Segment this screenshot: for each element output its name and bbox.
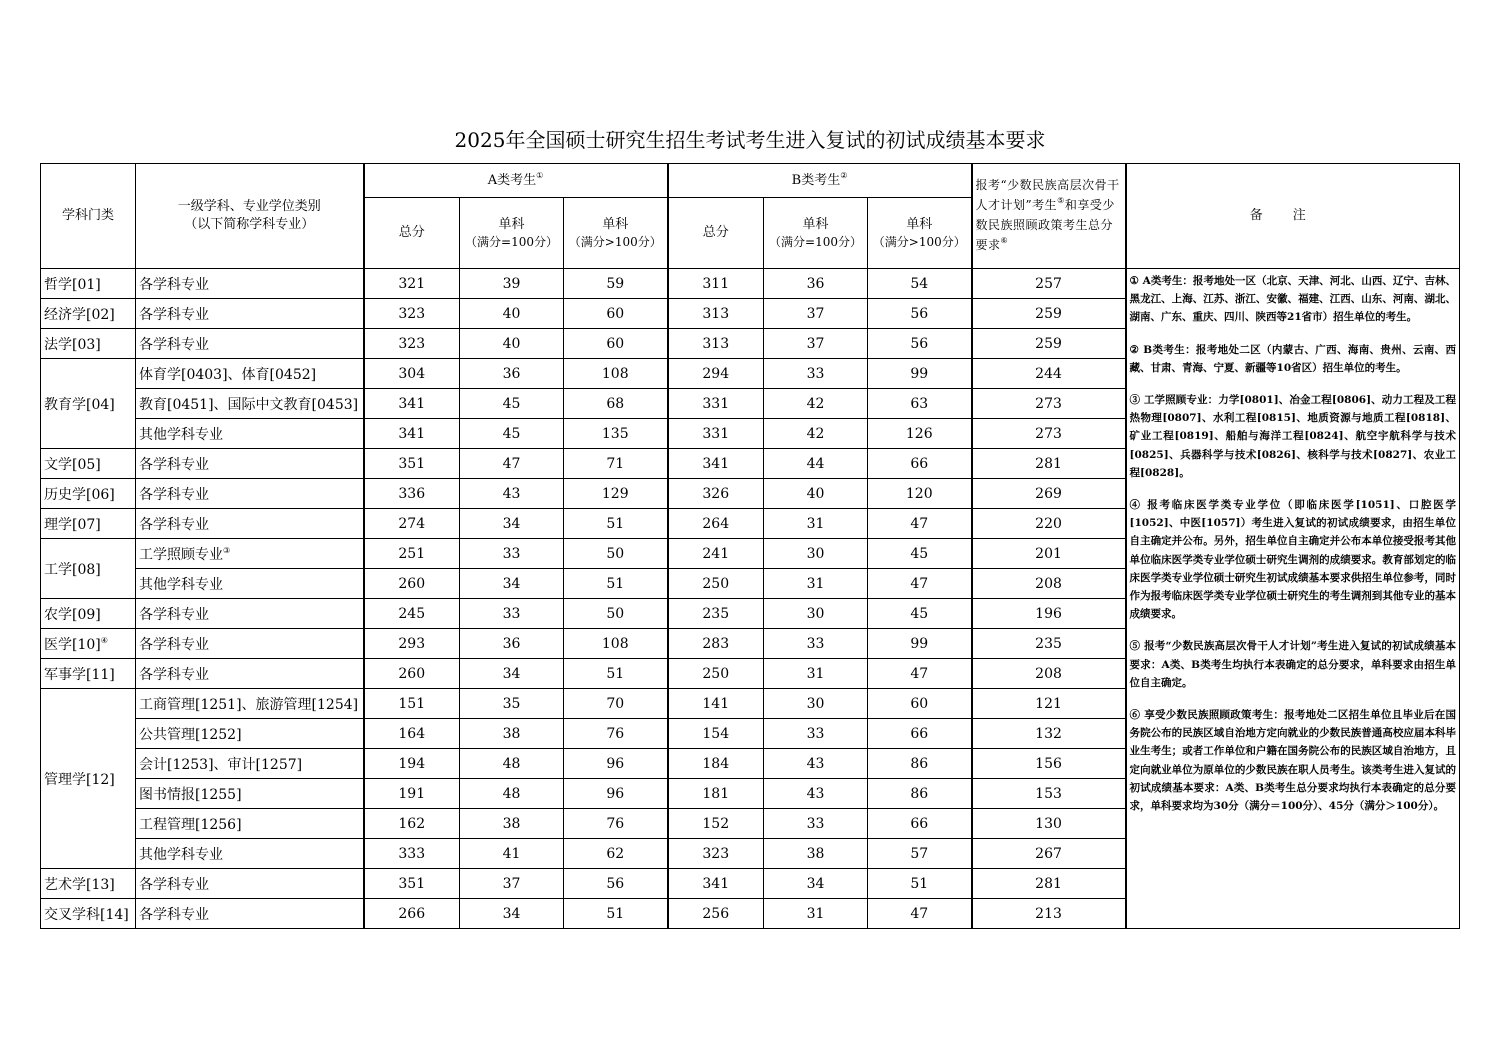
b-single-le100-cell: 37: [764, 329, 868, 359]
a-single-gt100-cell: 96: [564, 779, 668, 809]
b-single-le100-cell: 33: [764, 629, 868, 659]
a-total-cell: 333: [364, 839, 460, 869]
major-cell: 各学科专业: [136, 869, 364, 899]
a-total-cell: 260: [364, 659, 460, 689]
b-single-le100-cell: 37: [764, 299, 868, 329]
major-cell: 各学科专业: [136, 449, 364, 479]
b-single-gt100-cell: 56: [868, 299, 972, 329]
minority-total-cell: 220: [972, 509, 1126, 539]
b-single-le100-cell: 31: [764, 509, 868, 539]
b-single-gt100-cell: 120: [868, 479, 972, 509]
discipline-cell: 法学[03]: [41, 329, 136, 359]
a-single-gt100-cell: 135: [564, 419, 668, 449]
major-cell: 各学科专业: [136, 329, 364, 359]
a-single-le100-cell: 45: [460, 389, 564, 419]
minority-total-cell: 156: [972, 749, 1126, 779]
a-total-cell: 194: [364, 749, 460, 779]
discipline-cell: 经济学[02]: [41, 299, 136, 329]
b-total-cell: 184: [668, 749, 764, 779]
b-single-le100-cell: 31: [764, 659, 868, 689]
minority-total-cell: 130: [972, 809, 1126, 839]
a-single-le100-cell: 40: [460, 329, 564, 359]
minority-total-cell: 244: [972, 359, 1126, 389]
header-a-total: 总分: [364, 198, 460, 269]
major-cell: 各学科专业: [136, 899, 364, 929]
header-subject-line1: 一级学科、专业学位类别: [177, 199, 321, 215]
b-total-cell: 256: [668, 899, 764, 929]
b-total-cell: 323: [668, 839, 764, 869]
minority-total-cell: 153: [972, 779, 1126, 809]
minority-total-cell: 208: [972, 659, 1126, 689]
b-single-gt100-cell: 86: [868, 749, 972, 779]
b-single-gt100-cell: 60: [868, 689, 972, 719]
major-cell: 各学科专业: [136, 299, 364, 329]
b-single-gt100-cell: 66: [868, 449, 972, 479]
b-total-cell: 241: [668, 539, 764, 569]
a-single-le100-cell: 40: [460, 299, 564, 329]
a-single-le100-cell: 34: [460, 899, 564, 929]
remark-note: ⑥ 享受少数民族照顾政策考生：报考地处二区招生单位且毕业后在国务院公布的民族区域自治地方定向就业的少数民族普通高校应届本科毕业生考生；或者工作单位和户籍在国务院公布的民族区域自治地方，且定向就业单位为原单位的少数民族在职人员考生。该类考生进入复试的初试成绩基本要求：A类、B类考生总分要求均执行本表确定的总分要求，单科要求均为30分（满分＝100分）、45分（满分＞100分）。: [1129, 709, 1457, 813]
b-single-le100-cell: 44: [764, 449, 868, 479]
b-single-le100-cell: 36: [764, 269, 868, 299]
minority-total-cell: 121: [972, 689, 1126, 719]
a-single-gt100-cell: 70: [564, 689, 668, 719]
a-single-le100-cell: 36: [460, 629, 564, 659]
header-remarks: 备注: [1126, 164, 1460, 269]
remark-note: ④ 报考临床医学类专业学位（即临床医学[1051]、口腔医学[1052]、中医[1057]）考生进入复试的初试成绩要求，由招生单位自主确定并公布。另外，招生单位自主确定并公布本单位接受报考其他单位临床医学类专业学位硕士研究生调剂的成绩要求。教育部划定的临床医学类专业学位硕士研究生初试成绩基本要求供招生单位参考，同时作为报考临床医学类专业学位硕士研究生的考生调剂到其他专业的基本成绩要求。: [1129, 499, 1457, 621]
discipline-cell: 教育学[04]: [41, 359, 136, 449]
b-total-cell: 313: [668, 299, 764, 329]
a-single-gt100-cell: 108: [564, 629, 668, 659]
major-cell: 工学照顾专业③: [136, 539, 364, 569]
remark-note: ⑤ 报考“少数民族高层次骨干人才计划”考生进入复试的初试成绩基本要求：A类、B类考生均执行本表确定的总分要求，单科要求由招生单位自主确定。: [1129, 640, 1457, 689]
b-total-cell: 326: [668, 479, 764, 509]
minority-total-cell: 208: [972, 569, 1126, 599]
a-single-gt100-cell: 71: [564, 449, 668, 479]
a-total-cell: 351: [364, 449, 460, 479]
b-single-le100-cell: 33: [764, 809, 868, 839]
b-single-le100-cell: 31: [764, 899, 868, 929]
header-b-total: 总分: [668, 198, 764, 269]
a-single-le100-cell: 34: [460, 569, 564, 599]
b-single-gt100-cell: 47: [868, 509, 972, 539]
a-single-le100-cell: 34: [460, 509, 564, 539]
a-single-gt100-cell: 108: [564, 359, 668, 389]
header-b-single-le100: 单科 （满分=100分）: [764, 198, 868, 269]
score-table: [40, 163, 1460, 929]
b-total-cell: 152: [668, 809, 764, 839]
table-row: [41, 269, 1460, 299]
header-minority: 报考“少数民族高层次骨干人才计划”考生⑤和享受少数民族照顾政策考生总分要求⑥: [972, 164, 1126, 269]
b-single-le100-cell: 30: [764, 539, 868, 569]
major-cell: 会计[1253]、审计[1257]: [136, 749, 364, 779]
a-total-cell: 274: [364, 509, 460, 539]
a-single-le100-cell: 41: [460, 839, 564, 869]
a-total-cell: 323: [364, 329, 460, 359]
discipline-cell: 管理学[12]: [41, 689, 136, 869]
minority-total-cell: 281: [972, 449, 1126, 479]
discipline-cell: 交叉学科[14]: [41, 899, 136, 929]
a-single-gt100-cell: 129: [564, 479, 668, 509]
minority-total-cell: 213: [972, 899, 1126, 929]
discipline-cell: 医学[10]④: [41, 629, 136, 659]
b-total-cell: 311: [668, 269, 764, 299]
a-single-le100-cell: 48: [460, 779, 564, 809]
major-cell: 各学科专业: [136, 479, 364, 509]
a-single-le100-cell: 48: [460, 749, 564, 779]
b-total-cell: 294: [668, 359, 764, 389]
header-a-single-le100: 单科 （满分=100分）: [460, 198, 564, 269]
b-single-le100-cell: 43: [764, 779, 868, 809]
b-single-le100-cell: 30: [764, 599, 868, 629]
minority-total-cell: 273: [972, 419, 1126, 449]
header-subject-line2: （以下简称学科专业）: [184, 217, 315, 232]
a-single-gt100-cell: 51: [564, 569, 668, 599]
a-single-gt100-cell: 68: [564, 389, 668, 419]
a-total-cell: 351: [364, 869, 460, 899]
a-single-gt100-cell: 59: [564, 269, 668, 299]
a-single-gt100-cell: 60: [564, 329, 668, 359]
a-total-cell: 245: [364, 599, 460, 629]
major-cell: 工程管理[1256]: [136, 809, 364, 839]
b-single-gt100-cell: 66: [868, 809, 972, 839]
major-cell: 公共管理[1252]: [136, 719, 364, 749]
b-single-gt100-cell: 45: [868, 599, 972, 629]
remarks-cell: [1126, 269, 1460, 929]
b-single-gt100-cell: 45: [868, 539, 972, 569]
b-total-cell: 250: [668, 569, 764, 599]
minority-total-cell: 259: [972, 329, 1126, 359]
remark-note: ② B类考生：报考地处二区（内蒙古、广西、海南、贵州、云南、西藏、甘肃、青海、宁夏、新疆等10省区）招生单位的考生。: [1129, 343, 1457, 374]
a-single-le100-cell: 43: [460, 479, 564, 509]
a-total-cell: 341: [364, 419, 460, 449]
b-single-le100-cell: 42: [764, 419, 868, 449]
a-total-cell: 191: [364, 779, 460, 809]
a-single-le100-cell: 35: [460, 689, 564, 719]
a-total-cell: 321: [364, 269, 460, 299]
major-cell: 工商管理[1251]、旅游管理[1254]: [136, 689, 364, 719]
remark-note: ③ 工学照顾专业：力学[0801]、冶金工程[0806]、动力工程及工程热物理[0807]、水利工程[0815]、地质资源与地质工程[0818]、矿业工程[0819]、船舶与海洋工程[0824]、航空宇航科学与技术[0825]、兵器科学与技术[0826]、核科学与技术[0827]、农业工程[0828]。: [1129, 394, 1457, 479]
header-group-b: B类考生②: [668, 164, 972, 198]
a-single-le100-cell: 33: [460, 599, 564, 629]
b-single-le100-cell: 33: [764, 719, 868, 749]
minority-total-cell: 196: [972, 599, 1126, 629]
b-total-cell: 235: [668, 599, 764, 629]
header-b-single-gt100: 单科 （满分>100分）: [868, 198, 972, 269]
b-single-le100-cell: 34: [764, 869, 868, 899]
a-single-le100-cell: 47: [460, 449, 564, 479]
a-total-cell: 162: [364, 809, 460, 839]
a-single-gt100-cell: 76: [564, 719, 668, 749]
discipline-cell: 艺术学[13]: [41, 869, 136, 899]
b-single-gt100-cell: 66: [868, 719, 972, 749]
major-cell: 各学科专业: [136, 509, 364, 539]
b-single-gt100-cell: 99: [868, 359, 972, 389]
a-single-gt100-cell: 56: [564, 869, 668, 899]
b-total-cell: 154: [668, 719, 764, 749]
a-single-gt100-cell: 96: [564, 749, 668, 779]
b-single-gt100-cell: 126: [868, 419, 972, 449]
a-total-cell: 164: [364, 719, 460, 749]
minority-total-cell: 201: [972, 539, 1126, 569]
a-single-gt100-cell: 62: [564, 839, 668, 869]
minority-total-cell: 267: [972, 839, 1126, 869]
b-single-gt100-cell: 99: [868, 629, 972, 659]
a-total-cell: 341: [364, 389, 460, 419]
discipline-cell: 文学[05]: [41, 449, 136, 479]
b-single-gt100-cell: 47: [868, 569, 972, 599]
discipline-cell: 理学[07]: [41, 509, 136, 539]
b-total-cell: 341: [668, 869, 764, 899]
remark-note: ① A类考生：报考地处一区（北京、天津、河北、山西、辽宁、吉林、黑龙江、上海、江苏、浙江、安徽、福建、江西、山东、河南、湖北、湖南、广东、重庆、四川、陕西等21省市）招生单位的考生。: [1129, 275, 1457, 324]
a-single-gt100-cell: 60: [564, 299, 668, 329]
b-single-gt100-cell: 57: [868, 839, 972, 869]
a-single-gt100-cell: 51: [564, 659, 668, 689]
b-single-gt100-cell: 47: [868, 899, 972, 929]
header-discipline: 学科门类: [41, 164, 136, 269]
b-single-gt100-cell: 63: [868, 389, 972, 419]
a-single-le100-cell: 45: [460, 419, 564, 449]
b-total-cell: 264: [668, 509, 764, 539]
minority-total-cell: 281: [972, 869, 1126, 899]
a-single-le100-cell: 38: [460, 719, 564, 749]
major-cell: 各学科专业: [136, 629, 364, 659]
a-single-gt100-cell: 51: [564, 509, 668, 539]
a-single-le100-cell: 34: [460, 659, 564, 689]
minority-total-cell: 273: [972, 389, 1126, 419]
header-a-single-gt100: 单科 （满分>100分）: [564, 198, 668, 269]
a-total-cell: 260: [364, 569, 460, 599]
discipline-cell: 历史学[06]: [41, 479, 136, 509]
header-group-a: A类考生①: [364, 164, 668, 198]
header-subject: [136, 164, 364, 269]
b-single-gt100-cell: 56: [868, 329, 972, 359]
a-total-cell: 251: [364, 539, 460, 569]
a-single-gt100-cell: 50: [564, 599, 668, 629]
discipline-cell: 哲学[01]: [41, 269, 136, 299]
b-total-cell: 250: [668, 659, 764, 689]
b-total-cell: 141: [668, 689, 764, 719]
b-single-le100-cell: 40: [764, 479, 868, 509]
a-total-cell: 151: [364, 689, 460, 719]
a-total-cell: 266: [364, 899, 460, 929]
minority-total-cell: 259: [972, 299, 1126, 329]
b-single-le100-cell: 38: [764, 839, 868, 869]
major-cell: 教育[0451]、国际中文教育[0453]: [136, 389, 364, 419]
major-cell: 图书情报[1255]: [136, 779, 364, 809]
major-cell: 体育学[0403]、体育[0452]: [136, 359, 364, 389]
b-single-gt100-cell: 54: [868, 269, 972, 299]
a-single-gt100-cell: 76: [564, 809, 668, 839]
minority-total-cell: 257: [972, 269, 1126, 299]
page-title: 2025年全国硕士研究生招生考试考生进入复试的初试成绩基本要求: [454, 128, 1046, 152]
major-cell: 各学科专业: [136, 599, 364, 629]
a-single-gt100-cell: 51: [564, 899, 668, 929]
major-cell: 其他学科专业: [136, 569, 364, 599]
b-single-le100-cell: 43: [764, 749, 868, 779]
b-single-le100-cell: 31: [764, 569, 868, 599]
discipline-cell: 军事学[11]: [41, 659, 136, 689]
b-total-cell: 181: [668, 779, 764, 809]
a-total-cell: 293: [364, 629, 460, 659]
major-cell: 其他学科专业: [136, 419, 364, 449]
b-single-le100-cell: 42: [764, 389, 868, 419]
discipline-cell: 工学[08]: [41, 539, 136, 599]
major-cell: 各学科专业: [136, 659, 364, 689]
a-single-le100-cell: 39: [460, 269, 564, 299]
a-single-le100-cell: 36: [460, 359, 564, 389]
minority-total-cell: 235: [972, 629, 1126, 659]
minority-total-cell: 132: [972, 719, 1126, 749]
b-total-cell: 331: [668, 419, 764, 449]
a-total-cell: 304: [364, 359, 460, 389]
b-single-gt100-cell: 51: [868, 869, 972, 899]
a-single-le100-cell: 37: [460, 869, 564, 899]
a-single-le100-cell: 38: [460, 809, 564, 839]
a-single-le100-cell: 33: [460, 539, 564, 569]
major-cell: 各学科专业: [136, 269, 364, 299]
b-total-cell: 341: [668, 449, 764, 479]
b-total-cell: 331: [668, 389, 764, 419]
b-single-gt100-cell: 86: [868, 779, 972, 809]
minority-total-cell: 269: [972, 479, 1126, 509]
discipline-cell: 农学[09]: [41, 599, 136, 629]
b-total-cell: 283: [668, 629, 764, 659]
b-single-le100-cell: 33: [764, 359, 868, 389]
b-total-cell: 313: [668, 329, 764, 359]
a-total-cell: 336: [364, 479, 460, 509]
b-single-gt100-cell: 47: [868, 659, 972, 689]
b-single-le100-cell: 30: [764, 689, 868, 719]
major-cell: 其他学科专业: [136, 839, 364, 869]
a-total-cell: 323: [364, 299, 460, 329]
a-single-gt100-cell: 50: [564, 539, 668, 569]
